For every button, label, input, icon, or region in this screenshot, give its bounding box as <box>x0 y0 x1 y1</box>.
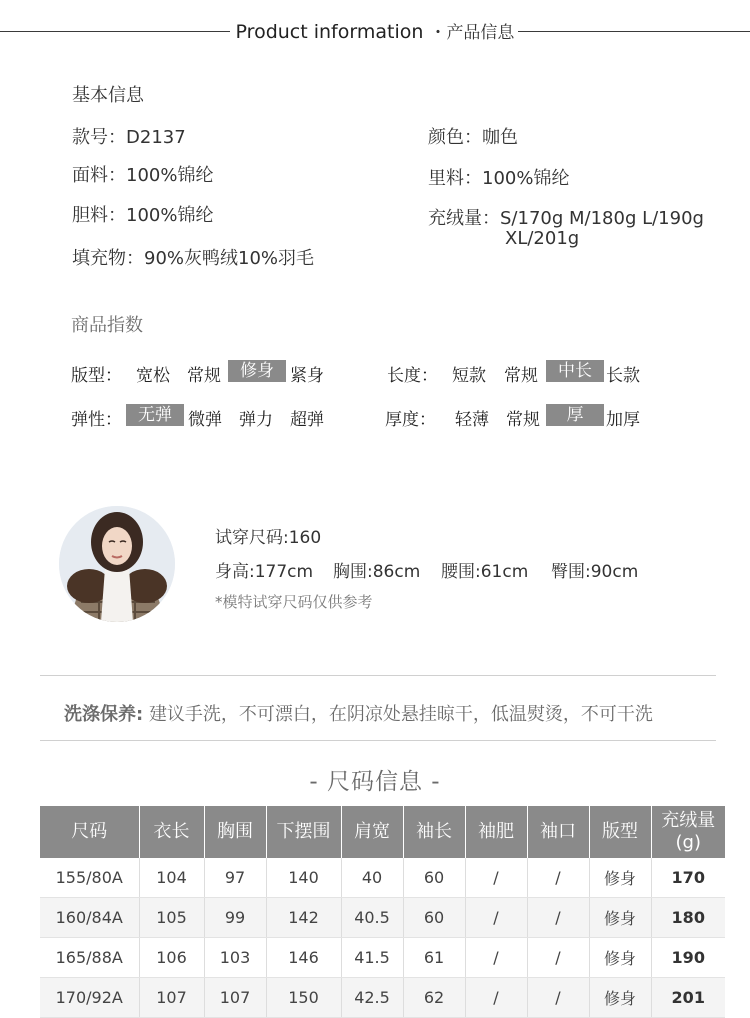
basic-label: 颜色： <box>428 127 482 148</box>
table-cell: 160/84A <box>40 898 139 938</box>
basic-value: 100%锦纶 <box>126 205 214 226</box>
care-instructions <box>64 700 653 726</box>
table-row <box>40 978 725 1018</box>
model-bust: 胸围:86cm <box>333 562 421 582</box>
table-cell: / <box>465 898 527 938</box>
index-label-thickness: 厚度： <box>385 410 436 430</box>
table-cell: 修身 <box>589 898 651 938</box>
table-cell: 142 <box>266 898 341 938</box>
model-note: *模特试穿尺码仅供参考 <box>215 593 373 611</box>
table-cell: / <box>465 938 527 978</box>
table-cell: 41.5 <box>341 938 403 978</box>
basic-value: 咖色 <box>482 127 518 148</box>
basic-label: 填充物： <box>72 248 144 269</box>
basic-item-color <box>428 123 518 149</box>
table-cell: 103 <box>204 938 266 978</box>
basic-item-lining <box>428 164 569 190</box>
section-header <box>0 18 750 43</box>
basic-value: 90%灰鸭绒10%羽毛 <box>144 248 315 269</box>
index-option: 短款 <box>452 366 486 386</box>
index-option: 常规 <box>187 366 221 386</box>
index-label-fit: 版型： <box>71 366 122 386</box>
table-cell: 42.5 <box>341 978 403 1018</box>
basic-item-fabric <box>72 161 213 187</box>
table-cell: 107 <box>139 978 204 1018</box>
column-header: 版型 <box>589 806 651 858</box>
basic-value: 100%锦纶 <box>126 165 214 186</box>
table-cell: 201 <box>651 978 725 1018</box>
table-cell: 107 <box>204 978 266 1018</box>
index-option: 长款 <box>606 366 640 386</box>
column-header: 袖长 <box>403 806 465 858</box>
table-cell: 140 <box>266 858 341 898</box>
table-cell: 180 <box>651 898 725 938</box>
table-cell: 61 <box>403 938 465 978</box>
table-cell: 104 <box>139 858 204 898</box>
table-cell: 99 <box>204 898 266 938</box>
index-option: 超弹 <box>290 410 324 430</box>
table-cell: / <box>527 858 589 898</box>
index-option-selected: 中长 <box>546 360 604 382</box>
index-option: 弹力 <box>239 410 273 430</box>
table-cell: 97 <box>204 858 266 898</box>
table-cell: / <box>527 938 589 978</box>
size-table <box>40 806 725 1018</box>
size-table-header-row <box>40 806 725 858</box>
table-cell: 170 <box>651 858 725 898</box>
table-cell: 146 <box>266 938 341 978</box>
column-header: 下摆围 <box>266 806 341 858</box>
basic-value: 100%锦纶 <box>482 168 570 189</box>
column-header: 袖肥 <box>465 806 527 858</box>
table-row <box>40 938 725 978</box>
basic-label: 款号： <box>72 127 126 148</box>
table-cell: 62 <box>403 978 465 1018</box>
column-header-unit: (g) <box>675 832 701 853</box>
table-cell: 155/80A <box>40 858 139 898</box>
index-option: 宽松 <box>136 366 170 386</box>
table-cell: 修身 <box>589 938 651 978</box>
table-cell: 165/88A <box>40 938 139 978</box>
table-cell: 修身 <box>589 978 651 1018</box>
table-cell: / <box>465 978 527 1018</box>
index-label-length: 长度： <box>387 366 438 386</box>
basic-label: 胆料： <box>72 205 126 226</box>
table-cell: 150 <box>266 978 341 1018</box>
index-option-selected: 厚 <box>546 404 604 426</box>
table-cell: 105 <box>139 898 204 938</box>
basic-info-heading: 基本信息 <box>72 85 144 106</box>
model-portrait-icon <box>59 506 175 622</box>
index-option-selected: 修身 <box>228 360 286 382</box>
column-header: 肩宽 <box>341 806 403 858</box>
table-cell: / <box>465 858 527 898</box>
divider <box>40 675 716 676</box>
index-heading: 商品指数 <box>71 315 143 336</box>
basic-value: D2137 <box>126 127 186 148</box>
basic-label: 面料： <box>72 165 126 186</box>
column-header: 尺码 <box>40 806 139 858</box>
model-measurements <box>215 557 675 581</box>
basic-item-style-no <box>72 123 186 149</box>
model-hips: 臀围:90cm <box>551 562 639 582</box>
header-separator: ・ <box>429 23 447 43</box>
table-cell: 60 <box>403 898 465 938</box>
index-option-selected: 无弹 <box>126 404 184 426</box>
table-row <box>40 898 725 938</box>
basic-label: 里料： <box>428 168 482 189</box>
table-cell: 40.5 <box>341 898 403 938</box>
column-header: 袖口 <box>527 806 589 858</box>
care-label: 洗涤保养: <box>64 704 144 725</box>
column-header: 衣长 <box>139 806 204 858</box>
table-cell: 190 <box>651 938 725 978</box>
basic-item-inner-fabric <box>72 201 213 227</box>
table-row <box>40 858 725 898</box>
column-header-down-weight <box>651 806 725 858</box>
table-cell: / <box>527 898 589 938</box>
header-title-cn: 产品信息 <box>446 23 515 43</box>
index-label-elasticity: 弹性： <box>71 410 122 430</box>
index-row-elasticity <box>0 405 750 429</box>
column-header: 胸围 <box>204 806 266 858</box>
basic-value: S/170g M/180g L/190g <box>500 208 704 229</box>
model-try-size: 试穿尺码:160 <box>215 528 322 548</box>
index-option: 常规 <box>504 366 538 386</box>
table-cell: 106 <box>139 938 204 978</box>
care-text: 建议手洗，不可漂白，在阴凉处悬挂晾干，低温熨烫，不可干洗 <box>148 704 653 725</box>
table-cell: / <box>527 978 589 1018</box>
table-cell: 40 <box>341 858 403 898</box>
table-cell: 修身 <box>589 858 651 898</box>
model-avatar <box>59 506 175 622</box>
index-option: 轻薄 <box>455 410 489 430</box>
size-info-title: - 尺码信息 - <box>309 769 441 795</box>
basic-value-continued: XL/201g <box>505 228 580 249</box>
column-header: 充绒量 <box>661 810 716 831</box>
model-height: 身高:177cm <box>215 562 314 582</box>
index-option: 紧身 <box>290 366 324 386</box>
index-row-fit <box>0 361 750 385</box>
basic-label: 充绒量： <box>428 208 500 229</box>
divider <box>40 740 716 741</box>
table-cell: 170/92A <box>40 978 139 1018</box>
table-cell: 60 <box>403 858 465 898</box>
index-option: 微弹 <box>188 410 222 430</box>
header-title-en: Product information <box>235 21 424 43</box>
basic-item-filling <box>72 244 314 270</box>
basic-item-down-weight <box>428 204 704 230</box>
model-waist: 腰围:61cm <box>441 562 529 582</box>
index-option: 常规 <box>506 410 540 430</box>
index-option: 加厚 <box>606 410 640 430</box>
